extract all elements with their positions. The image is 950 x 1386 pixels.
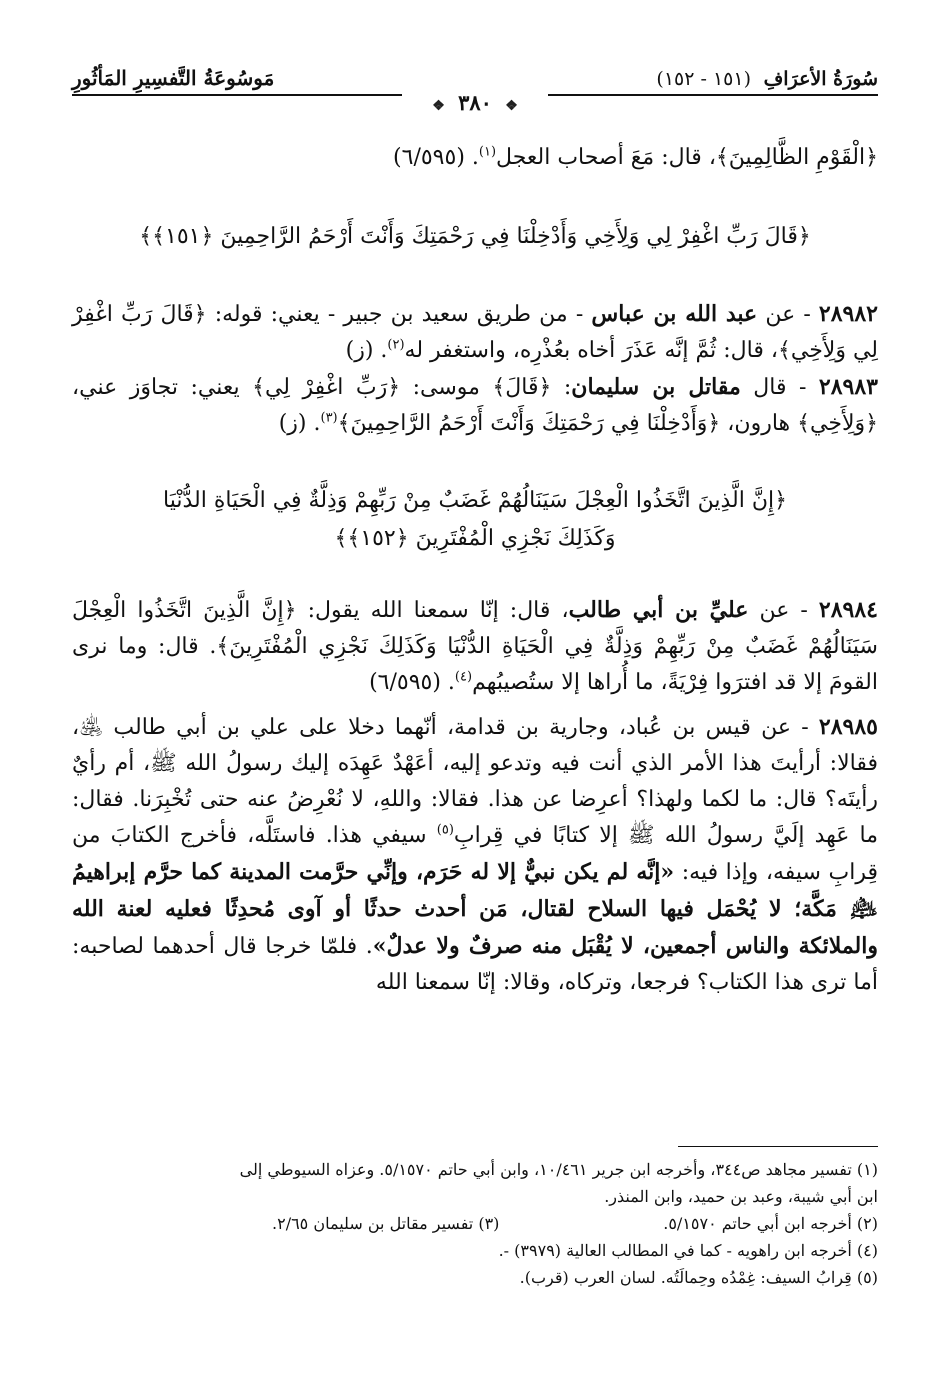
footnote-3: (٣) تفسير مقاتل بن سليمان ٢/٦٥. (272, 1214, 500, 1233)
footnote-5: (٥) قِرابُ السيف: غِمْدُه وحِمالَتُه. لسان العرب (قرب). (519, 1268, 878, 1287)
page-number: ٣٨٠ (458, 90, 492, 115)
narration-number: ٢٨٩٨٢ (818, 301, 878, 327)
footnotes (72, 1156, 878, 1291)
narrator-name: مقاتل بن سليمان (571, 374, 741, 400)
hadith-quote: «إنَّه لم يكن نبيٌّ إلا له حَرَم، وإنِّي حرَّمت المدينة كما حرَّم إبراهيمُ ﵇ مَكَّة؛ لا يُحْمَل فيها السلاح لقتال، مَن أحدث حدثًا أو آوى مُحدِثًا فعليه لعنة الله والملائكة والناس أجمعين، لا يُقْبَل منه صرفٌ ولا عدلٌ» (72, 859, 878, 959)
verse-text: ﴿قَالَ رَبِّ اغْفِرْ لِي وَلِأَخِي وَأَدْخِلْنَا فِي رَحْمَتِكَ وَأَنْتَ أَرْحَمُ الرَّاحِمِينَ ﴿١٥١﴾﴾ (139, 224, 811, 249)
text-segment: - قال (740, 375, 819, 400)
text-segment: - عن (748, 598, 819, 623)
verse-line: وَكَذَلِكَ نَجْزِي الْمُفْتَرِينَ ﴿١٥٢﴾﴾ (334, 526, 616, 551)
text-segment: ﴿الْقَوْمِ الظَّالِمِينَ﴾، قال: مَعَ أصحاب العجل (496, 145, 878, 170)
text-segment: . (ز) (345, 338, 388, 363)
footnote-marker: (٥) (436, 822, 454, 838)
footnote-1: (١) تفسير مجاهد ص٣٤٤، وأخرجه ابن جرير ١٠/٤٦١، وابن أبي حاتم ٥/١٥٧٠. وعزاه السيوطي إلى (239, 1160, 878, 1179)
page-header (72, 62, 878, 114)
text-segment: . (٦/٥٩٥) (393, 145, 479, 170)
paragraph-continuation (72, 140, 878, 176)
book-title: مَوسُوعَةُ التَّفسِيرِ المَأثُورِ (72, 66, 275, 90)
text-segment: . (٦/٥٩٥) (369, 670, 455, 695)
narration-28983 (72, 369, 878, 442)
text-segment: - عن (757, 302, 819, 327)
verse-line: ﴿إِنَّ الَّذِينَ اتَّخَذُوا الْعِجْلَ سَيَنَالُهُمْ غَضَبٌ مِنْ رَبِّهِمْ وَذِلَّةٌ فِي الْحَيَاةِ الدُّنْيَا (163, 488, 787, 513)
narration-number: ٢٨٩٨٣ (818, 374, 878, 400)
narration-number: ٢٨٩٨٥ (818, 714, 878, 740)
text-segment: . فلمّا خرجا قال أحدهما لصاحبه: أما ترى هذا الكتاب؟ فرجعا، وتركاه، وقالا: إنّا سمعنا الله (72, 934, 878, 995)
header-rule-right (548, 94, 878, 96)
ornament-icon: ❖ (505, 98, 518, 114)
text-segment: . (ز) (278, 411, 321, 436)
footnote-row (72, 1210, 878, 1237)
header-rule-left (72, 94, 402, 96)
text-segment: ، قال: إنّا سمعنا الله يقول: ﴿إِنَّ الَّذِينَ اتَّخَذُوا الْعِجْلَ سَيَنَالُهُمْ غَضَبٌ مِنْ رَبِّهِمْ وَذِلَّةٌ فِي الْحَيَاةِ الدُّنْيَا وَكَذَلِكَ نَجْزِي الْمُفْتَرِينَ﴾. قال: وما نرى القومَ إلا قد افترَوا فِرْيَةً، ما أُراها إلا ستُصيبُهم (72, 598, 878, 695)
quran-verse-151 (72, 218, 878, 256)
surah-heading (656, 68, 878, 90)
footnote-marker: (٣) (320, 410, 338, 426)
text-segment: - عن قيس بن عُباد، وجارية بن قدامة، أنّهما دخلا على علي بن أبي طالب ﵁، فقالا: أرأيتَ هذا الأمر الذي أنت فيه وتدعو إليه، أعَهْدٌ عَهِدَه إليك رسولُ الله ﷺ، أم رأيٌ رأيتَه؟ قال: ما لكما ولهذا؟ أعرِضا عن هذا. فقالا: واللهِ، لا نُعْرِضُ عنه حتى تُخْبِرَنا. فقال: ما عَهِد إلَيَّ رسولُ الله ﷺ إلا كتابًا في قِرابِ (72, 715, 879, 848)
narration-28985 (72, 709, 878, 1001)
spacer (72, 701, 878, 709)
text-segment: : ﴿قَالَ﴾ موسى: ﴿رَبِّ اغْفِرْ لِي﴾ يعني: تجاوَز عني، ﴿وَلِأَخِي﴾ هارون، ﴿وَأَدْخِلْنَا فِي رَحْمَتِكَ وَأَنْتَ أَرْحَمُ الرَّاحِمِينَ﴾ (72, 375, 878, 436)
narration-28982 (72, 296, 878, 369)
verse-range: (١٥١ - ١٥٢) (656, 68, 751, 90)
footnote-1-continued: ابن أبي شيبة، وعبد بن حميد، وابن المنذر. (604, 1187, 878, 1206)
narrator-name: عبد الله بن عباس (591, 301, 758, 327)
footnote-marker: (٢) (387, 337, 405, 353)
footnote-marker: (٤) (454, 669, 473, 685)
text-segment: - من طريق سعيد بن جبير - يعني: قوله: ﴿قَالَ رَبِّ اغْفِرْ لِي وَلِأَخِي﴾، قال: ثُمَّ إنَّه عَذَرَ أخاه بعُذْرِه، واستغفر له (72, 302, 878, 363)
quran-verse-152 (72, 482, 878, 558)
narrator-name: عليِّ بن أبي طالب (568, 597, 749, 623)
narration-28984 (72, 592, 878, 701)
surah-name: سُورَةُ الأعرَافِ (763, 68, 878, 90)
footnote-4: (٤) أخرجه ابن راهويه - كما في المطالب العالية (٣٩٧٩) -. (498, 1241, 878, 1260)
footnote-marker: (١) (478, 144, 497, 160)
main-text (72, 140, 878, 1001)
text-segment: سيفي هذا. فاستَلَّه، فأخرج الكتابَ من قِرابِ سيفه، وإذا فيه: (72, 823, 878, 885)
footnote-divider (678, 1146, 878, 1147)
footnote-2: (٢) أخرجه ابن أبي حاتم ٥/١٥٧٠. (663, 1214, 878, 1233)
narration-number: ٢٨٩٨٤ (818, 597, 878, 623)
ornament-icon: ❖ (432, 98, 445, 114)
